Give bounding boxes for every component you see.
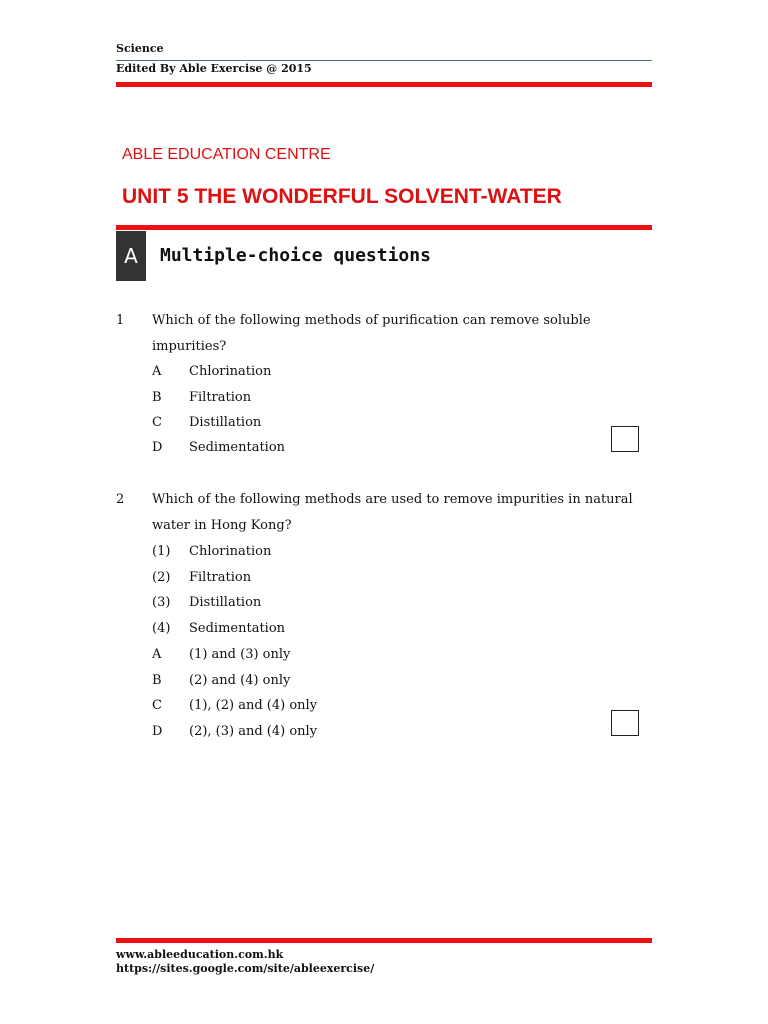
footer-red-bar [116, 938, 652, 943]
section-letter: A [124, 244, 138, 268]
statement-label: (3) [152, 595, 171, 610]
option-label: C [152, 698, 162, 713]
header-edited-by: Edited By Able Exercise @ 2015 [116, 62, 312, 75]
option-label: B [152, 390, 162, 405]
statement-text: Chlorination [189, 544, 272, 559]
header-divider [116, 60, 652, 61]
option-label: A [152, 647, 162, 662]
option-text: (1), (2) and (4) only [189, 698, 318, 713]
header-red-bar [116, 82, 652, 87]
option-label: A [152, 364, 162, 379]
option-label: C [152, 415, 162, 430]
answer-box[interactable] [611, 710, 639, 736]
option-label: B [152, 673, 162, 688]
option-label: D [152, 724, 163, 739]
option-text: Distillation [189, 415, 262, 430]
question-number: 1 [116, 313, 125, 328]
option-text: (2) and (4) only [189, 673, 291, 688]
option-text: (1) and (3) only [189, 647, 291, 662]
section-letter-box [116, 231, 146, 281]
statement-label: (2) [152, 570, 171, 585]
statement-text: Sedimentation [189, 621, 286, 636]
option-text: (2), (3) and (4) only [189, 724, 318, 739]
question-text-line1: Which of the following methods are used to remove impurities in natural [152, 492, 633, 507]
question-text-line2: water in Hong Kong? [152, 518, 292, 533]
statement-label: (1) [152, 544, 171, 559]
statement-label: (4) [152, 621, 171, 636]
answer-box[interactable] [611, 426, 639, 452]
footer-sites-url[interactable]: https://sites.google.com/site/ableexercise/ [116, 962, 375, 975]
question-text-line2: impurities? [152, 339, 227, 354]
title-red-bar [116, 225, 652, 230]
header-subject: Science [116, 42, 164, 55]
question-text-line1: Which of the following methods of purification can remove soluble [152, 313, 591, 328]
centre-name: ABLE EDUCATION CENTRE [122, 146, 331, 163]
section-title: Multiple-choice questions [160, 245, 431, 266]
option-text: Filtration [189, 390, 252, 405]
statement-text: Filtration [189, 570, 252, 585]
unit-title: UNIT 5 THE WONDERFUL SOLVENT-WATER [122, 185, 562, 208]
option-label: D [152, 440, 163, 455]
option-text: Sedimentation [189, 440, 286, 455]
footer-website[interactable]: www.ableeducation.com.hk [116, 948, 284, 961]
option-text: Chlorination [189, 364, 272, 379]
statement-text: Distillation [189, 595, 262, 610]
question-number: 2 [116, 492, 125, 507]
